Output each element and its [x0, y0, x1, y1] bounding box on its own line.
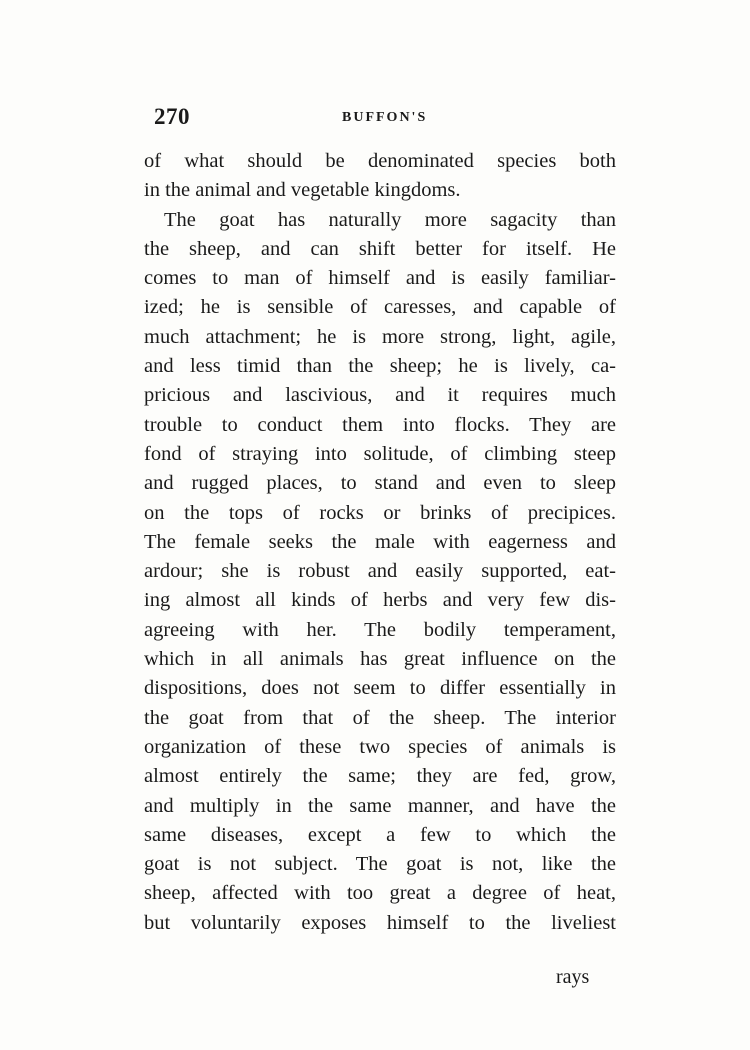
- page-number: 270: [154, 104, 190, 129]
- text-line: and less timid than the sheep; he is lively, ca-: [144, 355, 616, 378]
- text-line: organization of these two species of animals is: [144, 735, 616, 758]
- text-line: The goat has naturally more sagacity than: [164, 208, 616, 231]
- running-head: BUFFON'S: [342, 110, 428, 125]
- body-text: [144, 147, 616, 938]
- text-line: and rugged places, to stand and even to sleep: [144, 472, 616, 495]
- text-line: ardour; she is robust and easily supported, eat-: [144, 560, 616, 583]
- text-line: sheep, affected with too great a degree of heat,: [144, 882, 616, 905]
- text-line: ing almost all kinds of herbs and very few dis-: [144, 589, 616, 612]
- text-line: in the animal and vegetable kingdoms.: [144, 179, 461, 202]
- text-line: on the tops of rocks or brinks of precipices.: [144, 501, 616, 524]
- text-line: but voluntarily exposes himself to the liveliest: [144, 911, 616, 934]
- text-line: much attachment; he is more strong, light, agile,: [144, 325, 616, 348]
- text-line: pricious and lascivious, and it requires much: [144, 384, 616, 407]
- text-line: the goat from that of the sheep. The interior: [144, 706, 616, 729]
- page-header: [154, 104, 614, 134]
- catchword: rays: [556, 966, 590, 988]
- text-line: which in all animals has great influence on the: [144, 648, 616, 671]
- text-line: The female seeks the male with eagerness and: [144, 530, 616, 553]
- text-line: of what should be denominated species both: [144, 150, 616, 172]
- text-line: fond of straying into solitude, of climbing steep: [144, 442, 616, 465]
- text-line: and multiply in the same manner, and have the: [144, 794, 616, 817]
- text-line: trouble to conduct them into flocks. They are: [144, 413, 616, 436]
- text-line: ized; he is sensible of caresses, and capable of: [144, 296, 616, 319]
- text-line: comes to man of himself and is easily familiar-: [144, 267, 616, 290]
- text-line: the sheep, and can shift better for itself. He: [144, 237, 616, 260]
- text-line: almost entirely the same; they are fed, grow,: [144, 765, 616, 788]
- text-line: agreeing with her. The bodily temperament,: [144, 618, 616, 641]
- text-line: same diseases, except a few to which the: [144, 823, 616, 846]
- text-line: goat is not subject. The goat is not, like the: [144, 853, 616, 876]
- text-line: dispositions, does not seem to differ essentially in: [144, 677, 616, 700]
